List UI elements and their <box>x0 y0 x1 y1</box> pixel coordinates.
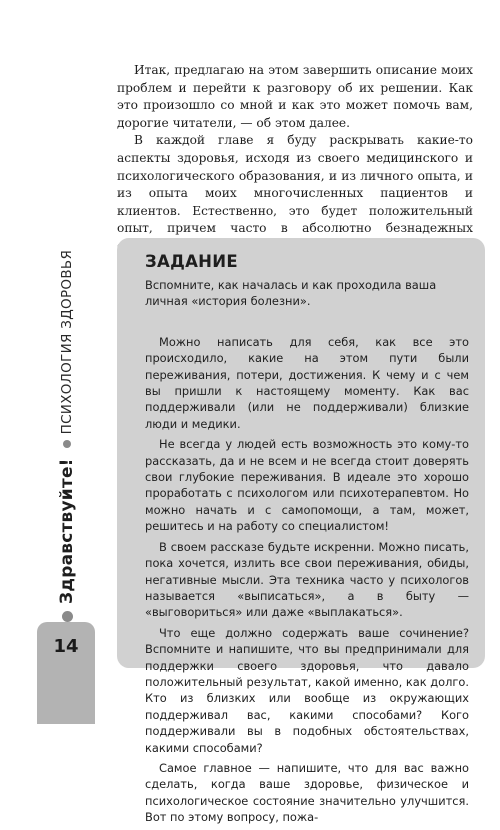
section-title: ПСИХОЛОГИЯ ЗДОРОВЬЯ <box>59 249 75 435</box>
task-content <box>145 252 469 830</box>
task-title: ЗАДАНИЕ <box>145 252 238 271</box>
bullet-dot-icon <box>62 611 73 622</box>
page-number-tab <box>37 622 95 724</box>
main-text <box>117 62 473 256</box>
book-title: Здравствуйте! <box>57 458 77 604</box>
body-paragraph-2: В каждой главе я буду раскрывать какие-то аспекты здоровья, исходя из своего медицинского и психологического образования, и из личного опыта, и из опыта моих многочисленных пациентов и клиентов. Естественно, это будет положительный опыт, причем часто в абсолютно безнадежных <box>117 133 473 236</box>
task-paragraph-2: Не всегда у людей есть возможность это кому-то рассказать, да и не всем и не всегда стоит доверять свои глубокие переживания. В идеале это хорошо проработать с психологом или психотерапевтом. Но можно начать и с самопомощи, а там, может, решитесь и на работу со специалистом! <box>145 437 469 534</box>
task-box <box>117 238 485 825</box>
body-paragraph-1: Итак, предлагаю на этом завершить описание моих проблем и перейти к разговору об их решении. Как это произошло со мной и как это может помочь вам, дорогие читатели, — об этом далее. <box>117 63 473 130</box>
page-number: 14 <box>53 636 79 657</box>
task-intro: Вспомните, как началась и как проходила ваша личная «история болезни». <box>145 278 437 309</box>
side-running-header <box>46 62 88 622</box>
task-paragraph-3: В своем рассказе будьте искренни. Можно писать, пока хочется, излить все свои переживания, обиды, негативные мысли. Эта техника часто у психологов называется «выписаться», а в быту — «выговориться» или даже «выплакаться». <box>145 539 469 620</box>
task-paragraph-1: Можно написать для себя, как все это происходило, какие на этом пути были переживания, потери, достижения. К чему и с чем вы пришли к настоящему моменту. Как вас поддерживали (или не поддерживали) близкие люди и медики. <box>145 334 469 431</box>
task-paragraph-5: Самое главное — напишите, что для вас важно сделать, когда ваше здоровье, физическое и психологическое состояние значительно улучшится. Вот по этому вопросу, пожа- <box>145 760 469 825</box>
bullet-dot-icon <box>63 440 71 448</box>
task-paragraph-4: Что еще должно содержать ваше сочинение? Вспомните и напишите, что вы предпринимали для поддержки своего здоровья, что давало положительный результат, какой именно, как долго. Кто из близких или вообще из окружающих поддерживал вас, какими способами? Кого поддерживали вы в подобных обстоятельствах, какими способами? <box>145 625 469 755</box>
